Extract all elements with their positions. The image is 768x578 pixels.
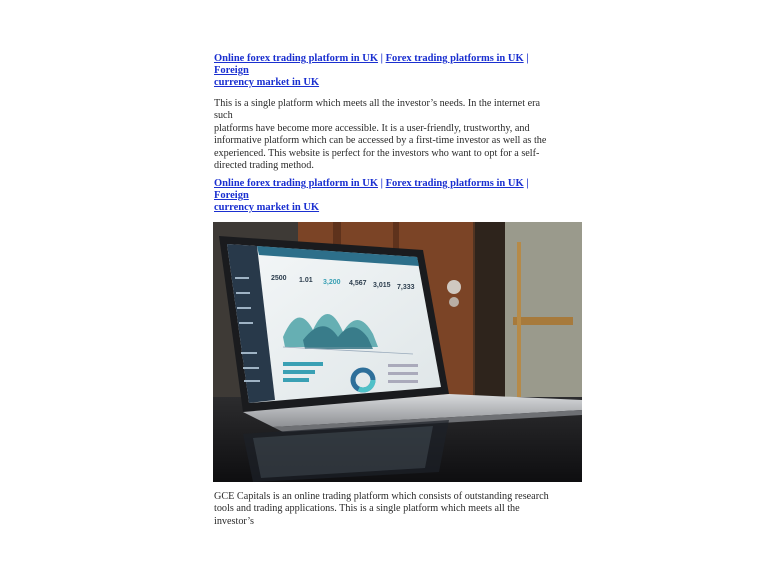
stat-value: 1.01	[299, 277, 313, 284]
link-currency-market[interactable]: currency market in UK	[214, 202, 320, 213]
links-block-1	[214, 53, 564, 89]
stat-value: 2500	[271, 275, 287, 282]
link-online-forex-trading-platform[interactable]: Online forex trading platform in UK	[214, 53, 379, 64]
stat-value: 7,333	[397, 284, 415, 291]
link-forex-trading-platforms[interactable]: Forex trading platforms in UK	[385, 53, 524, 64]
stat-value: 3,015	[373, 282, 391, 289]
paragraph-1	[214, 98, 559, 172]
link-foreign[interactable]: Foreign	[214, 65, 249, 76]
paragraph-2	[214, 491, 559, 528]
paragraph-line: GCE Capitals is an online trading platform which consists of outstanding research	[214, 491, 549, 502]
separator: |	[380, 178, 386, 189]
paragraph-line: platforms have become more accessible. It is a user-friendly, trustworthy, and	[214, 122, 530, 134]
paragraph-line: directed trading method.	[214, 160, 314, 172]
link-forex-trading-platforms[interactable]: Forex trading platforms in UK	[385, 178, 524, 189]
separator: |	[526, 178, 529, 189]
paragraph-line: tools and trading applications. This is a single platform which meets all the investor’s	[214, 503, 520, 527]
links-block-2	[214, 178, 564, 214]
link-foreign[interactable]: Foreign	[214, 190, 249, 201]
stat-value: 3,200	[323, 279, 341, 286]
laptop-dashboard-photo	[213, 222, 582, 482]
paragraph-line: experienced. This website is perfect for the investors who want to opt for a self-	[214, 147, 540, 159]
stat-value: 4,567	[349, 280, 367, 287]
paragraph-line: This is a single platform which meets all the investor’s needs. In the internet era such	[214, 98, 541, 122]
link-currency-market[interactable]: currency market in UK	[214, 77, 320, 88]
paragraph-line: informative platform which can be accessed by a first-time investor as well as the	[214, 135, 547, 147]
link-online-forex-trading-platform[interactable]: Online forex trading platform in UK	[214, 178, 379, 189]
photo-illustration	[213, 222, 582, 482]
separator: |	[380, 53, 386, 64]
separator: |	[526, 53, 529, 64]
